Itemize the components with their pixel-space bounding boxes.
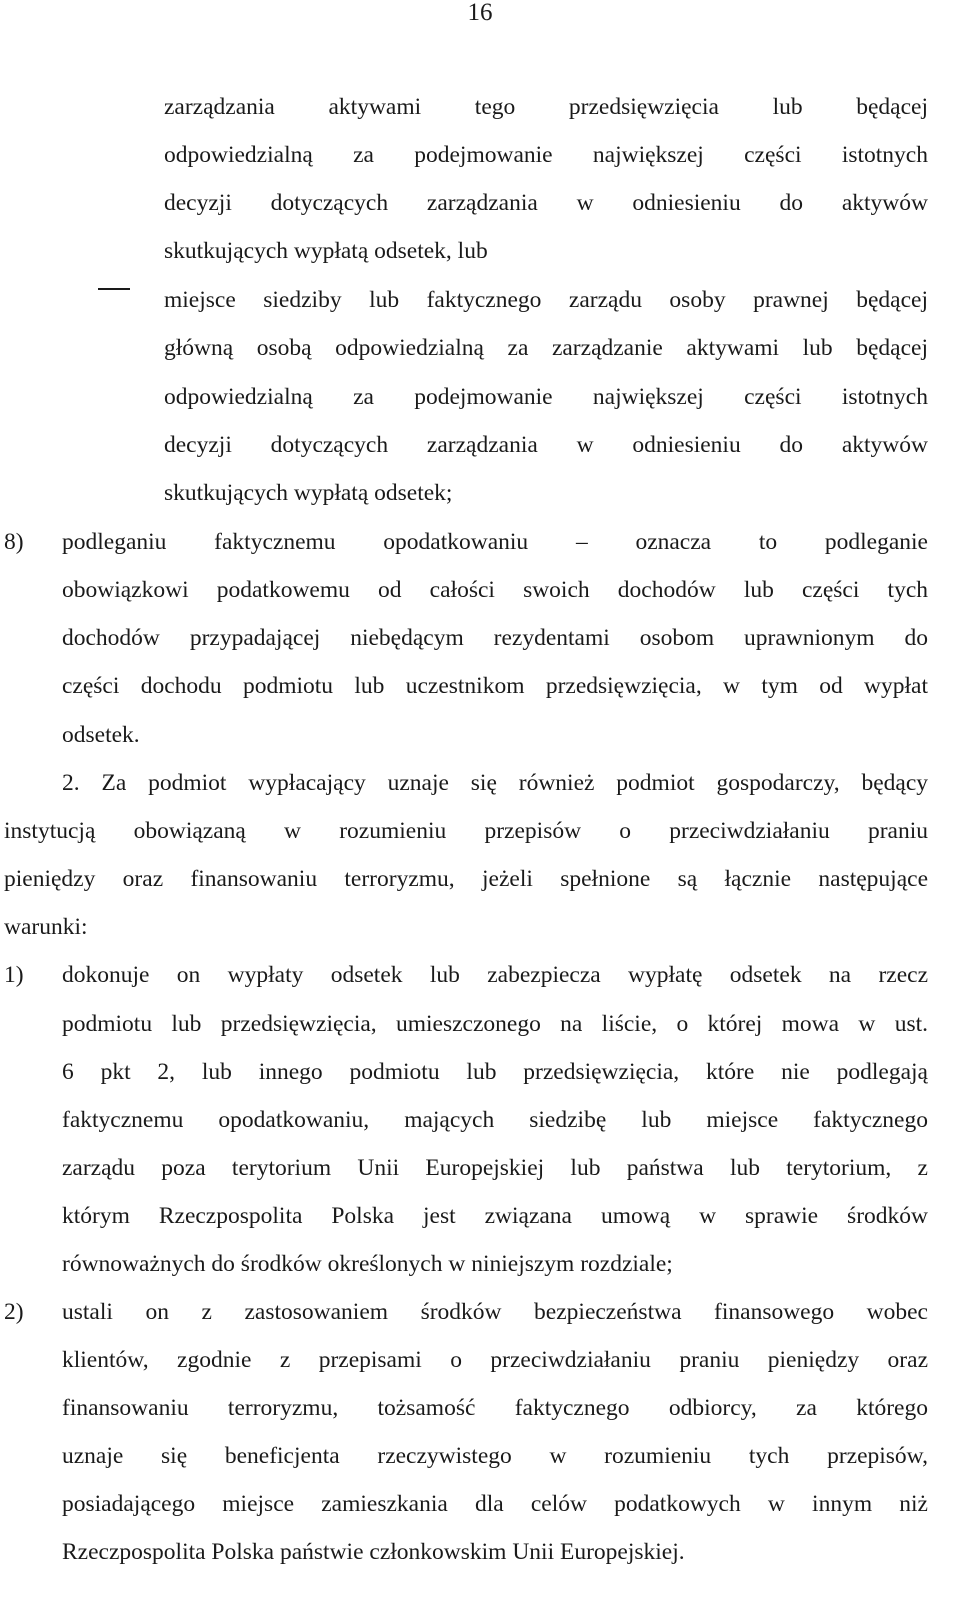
- dash-bullet: [98, 288, 130, 290]
- item-number: 8): [4, 529, 24, 555]
- text-line: skutkujących wypłatą odsetek, lub: [164, 238, 488, 264]
- text-line: podmiotu lub przedsięwzięcia, umieszczonego na liście, o której mowa w ust.: [62, 1011, 928, 1037]
- text-line: podleganiu faktycznemu opodatkowaniu – oznacza to podleganie: [62, 529, 928, 555]
- text-line: zarządu poza terytorium Unii Europejskiej lub państwa lub terytorium, z: [62, 1155, 928, 1181]
- text-line: obowiązkowi podatkowemu od całości swoich dochodów lub części tych: [62, 577, 928, 603]
- text-line: instytucją obowiązaną w rozumieniu przepisów o przeciwdziałaniu praniu: [4, 818, 928, 844]
- text-line: uznaje się beneficjenta rzeczywistego w rozumieniu tych przepisów,: [62, 1443, 928, 1469]
- item-number: 1): [4, 962, 24, 988]
- text-line: miejsce siedziby lub faktycznego zarządu osoby prawnej będącej: [164, 287, 928, 313]
- text-line: klientów, zgodnie z przepisami o przeciwdziałaniu praniu pieniędzy oraz: [62, 1347, 928, 1373]
- text-line: 6 pkt 2, lub innego podmiotu lub przedsięwzięcia, które nie podlegają: [62, 1059, 928, 1085]
- text-line: części dochodu podmiotu lub uczestnikom przedsięwzięcia, w tym od wypłat: [62, 673, 928, 699]
- text-line: finansowaniu terroryzmu, tożsamość faktycznego odbiorcy, za którego: [62, 1395, 928, 1421]
- page-number: 16: [467, 0, 493, 26]
- text-line: ustali on z zastosowaniem środków bezpieczeństwa finansowego wobec: [62, 1299, 928, 1325]
- text-line: równoważnych do środków określonych w niniejszym rozdziale;: [62, 1251, 673, 1277]
- text-line: posiadającego miejsce zamieszkania dla celów podatkowych w innym niż: [62, 1491, 928, 1517]
- text-line: odsetek.: [62, 722, 140, 748]
- text-line: odpowiedzialną za podejmowanie największej części istotnych: [164, 142, 928, 168]
- text-line: Rzeczpospolita Polska państwie członkowskim Unii Europejskiej.: [62, 1539, 685, 1565]
- text-line: pieniędzy oraz finansowaniu terroryzmu, jeżeli spełnione są łącznie następujące: [4, 866, 928, 892]
- text-line: którym Rzeczpospolita Polska jest związana umową w sprawie środków: [62, 1203, 928, 1229]
- text-line: decyzji dotyczących zarządzania w odniesieniu do aktywów: [164, 190, 928, 216]
- text-line: faktycznemu opodatkowaniu, mających siedzibę lub miejsce faktycznego: [62, 1107, 928, 1133]
- text-line: zarządzania aktywami tego przedsięwzięcia lub będącej: [164, 94, 928, 120]
- text-line: warunki:: [4, 914, 88, 940]
- text-line: decyzji dotyczących zarządzania w odniesieniu do aktywów: [164, 432, 928, 458]
- item-number: 2): [4, 1299, 24, 1325]
- text-line: 2. Za podmiot wypłacający uznaje się również podmiot gospodarczy, będący: [62, 770, 928, 796]
- text-line: odpowiedzialną za podejmowanie największej części istotnych: [164, 384, 928, 410]
- text-line: skutkujących wypłatą odsetek;: [164, 480, 453, 506]
- text-line: dokonuje on wypłaty odsetek lub zabezpiecza wypłatę odsetek na rzecz: [62, 962, 928, 988]
- text-line: główną osobą odpowiedzialną za zarządzanie aktywami lub będącej: [164, 335, 928, 361]
- text-line: dochodów przypadającej niebędącym rezydentami osobom uprawnionym do: [62, 625, 928, 651]
